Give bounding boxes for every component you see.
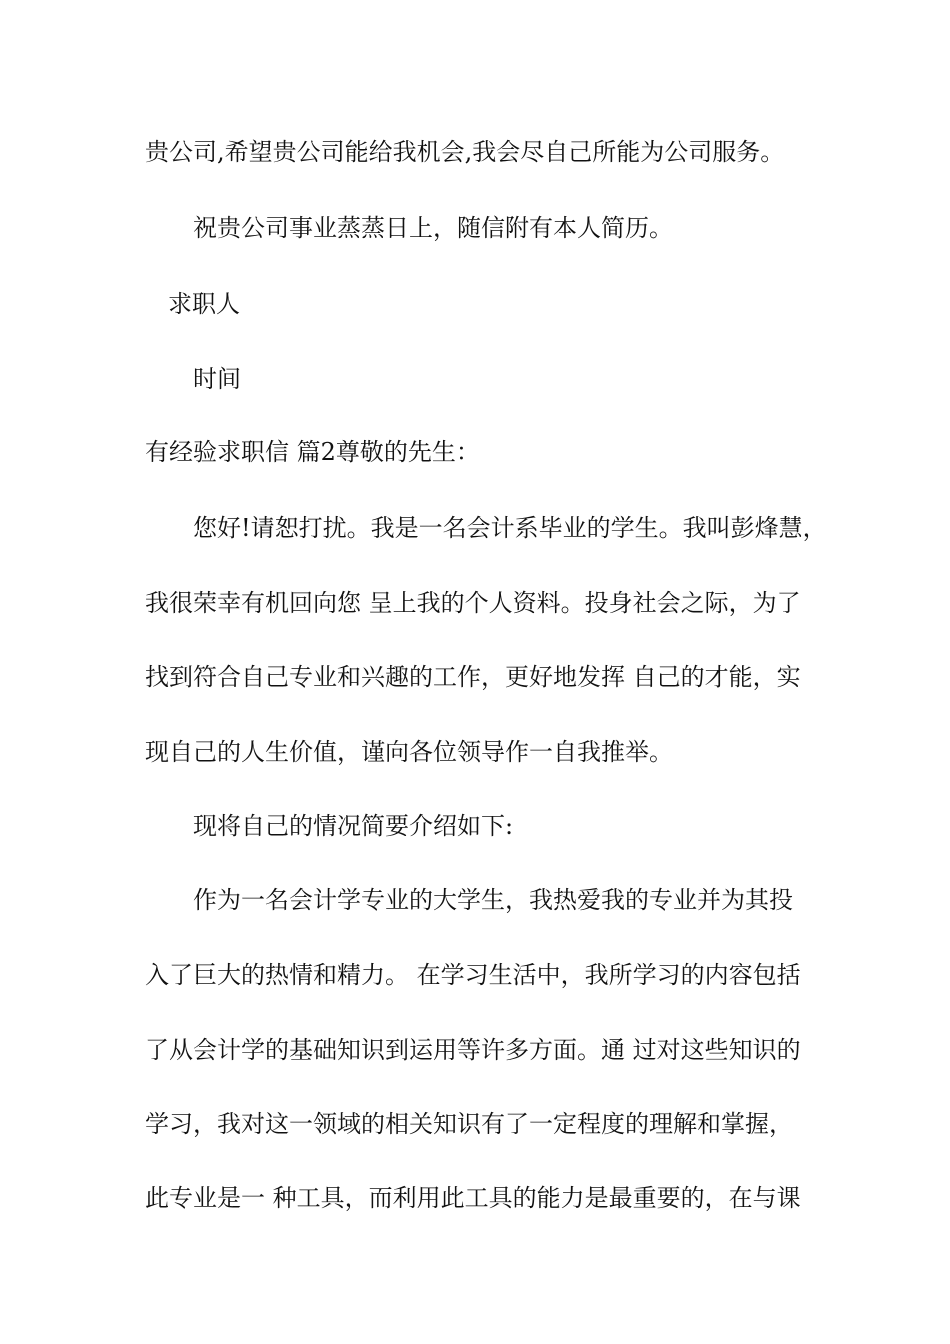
date-label: 时间: [193, 365, 241, 393]
section-heading: 有经验求职信 篇2尊敬的先生：: [145, 438, 480, 466]
paragraph-line: 祝贵公司事业蒸蒸日上，随信附有本人简历。: [193, 214, 673, 242]
paragraph-line: 我很荣幸有机回向您 呈上我的个人资料。投身社会之际，为了: [145, 589, 801, 617]
paragraph-line: 作为一名会计学专业的大学生，我热爱我的专业并为其投: [193, 886, 793, 914]
paragraph-line: 现自己的人生价值，谨向各位领导作一自我推举。: [145, 738, 673, 766]
paragraph-line: 学习，我对这一领域的相关知识有了一定程度的理解和掌握，: [145, 1110, 793, 1138]
paragraph-line: 现将自己的情况简要介绍如下:: [193, 812, 514, 840]
paragraph-line: 了从会计学的基础知识到运用等许多方面。通 过对这些知识的: [145, 1036, 801, 1064]
paragraph-line: 此专业是一 种工具，而利用此工具的能力是最重要的，在与课: [145, 1184, 801, 1212]
paragraph-line: 找到符合自己专业和兴趣的工作，更好地发挥 自己的才能，实: [145, 663, 801, 691]
paragraph-line: 入了巨大的热情和精力。 在学习生活中，我所学习的内容包括: [145, 961, 801, 989]
signature-label: 求职人: [168, 290, 240, 318]
paragraph-line: 贵公司,希望贵公司能给我机会,我会尽自己所能为公司服务。: [145, 138, 785, 166]
paragraph-line: 您好!请恕打扰。我是一名会计系毕业的学生。我叫彭烽慧，: [193, 514, 827, 542]
